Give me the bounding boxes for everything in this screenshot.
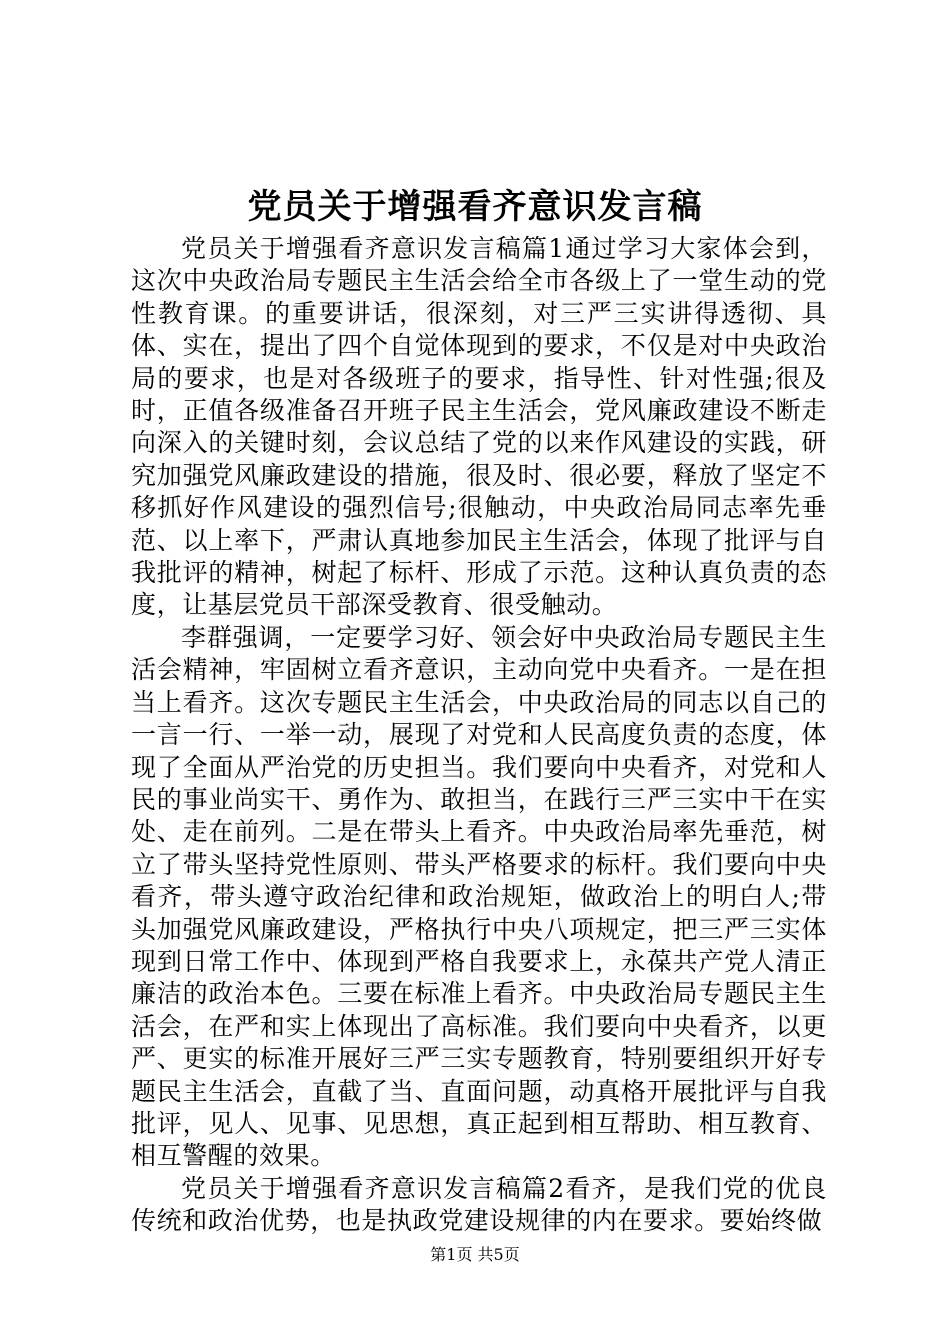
page-number-footer: 第1页 共5页 [430,1245,520,1264]
body-paragraph-2: 李群强调，一定要学习好、领会好中央政治局专题民主生活会精神，牢固树立看齐意识，主动向党中央看齐。一是在担当上看齐。这次专题民主生活会，中央政治局的同志以自己的一言一行、一举一动，展现了对党和人民高度负责的态度，体现了全面从严治党的历史担当。我们要向中央看齐，对党和人民的事业尚实干、勇作为、敢担当，在践行三严三实中干在实处、走在前列。二是在带头上看齐。中央政治局率先垂范，树立了带头坚持党性原则、带头严格要求的标杆。我们要向中央看齐，带头遵守政治纪律和政治规矩，做政治上的明白人;带头加强党风廉政建设，严格执行中央八项规定，把三严三实体现到日常工作中、体现到严格自我要求上，永葆共产党人清正廉洁的政治本色。三要在标准上看齐。中央政治局专题民主生活会，在严和实上体现出了高标准。我们要向中央看齐，以更严、更实的标准开展好三严三实专题教育，特别要组织开好专题民主生活会，直截了当、直面问题，动真格开展批评与自我批评，见人、见事、见思想，真正起到相互帮助、相互教育、相互警醒的效果。 [131,622,827,1171]
document-body [131,233,827,1238]
document-title: 党员关于增强看齐意识发言稿 [247,187,703,227]
body-paragraph-1: 党员关于增强看齐意识发言稿篇1通过学习大家体会到，这次中央政治局专题民主生活会给全市各级上了一堂生动的党性教育课。的重要讲话，很深刻，对三严三实讲得透彻、具体、实在，提出了四个自觉体现到的要求，不仅是对中央政治局的要求，也是对各级班子的要求，指导性、针对性强;很及时，正值各级准备召开班子民主生活会，党风廉政建设不断走向深入的关键时刻，会议总结了党的以来作风建设的实践，研究加强党风廉政建设的措施，很及时、很必要，释放了坚定不移抓好作风建设的强烈信号;很触动，中央政治局同志率先垂范、以上率下，严肃认真地参加民主生活会，体现了批评与自我批评的精神，树起了标杆、形成了示范。这种认真负责的态度，让基层党员干部深受教育、很受触动。 [131,234,827,620]
body-paragraph-3: 党员关于增强看齐意识发言稿篇2看齐，是我们党的优良传统和政治优势，也是执政党建设规律的内在要求。要始终做 [131,1173,827,1236]
